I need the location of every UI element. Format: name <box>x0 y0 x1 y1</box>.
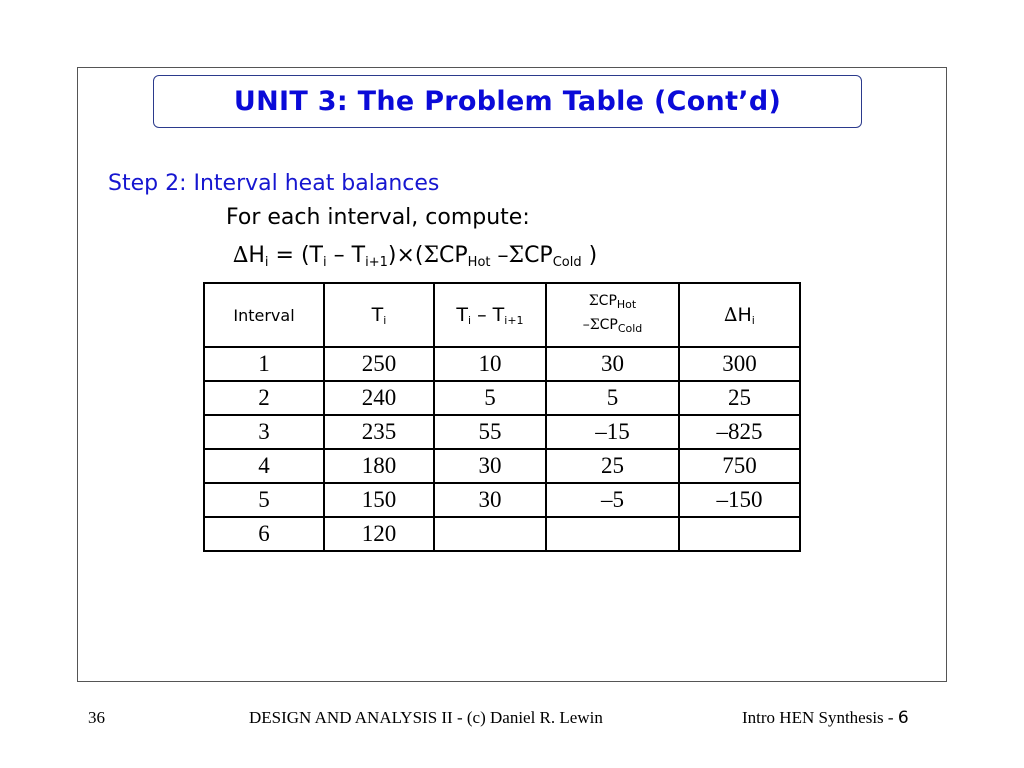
cell-dh: 750 <box>679 449 800 483</box>
cell-interval: 3 <box>204 415 324 449</box>
footer-section: Intro HEN Synthesis - 6 <box>742 708 909 728</box>
cell-diff: 5 <box>434 381 546 415</box>
formula-sub-i-2: i <box>323 255 327 270</box>
cell-cp: 30 <box>546 347 679 381</box>
cell-diff <box>434 517 546 551</box>
header-ti: $T_i$ <box>324 283 434 347</box>
formula-close: ) <box>581 243 598 268</box>
cell-cp <box>546 517 679 551</box>
formula-cp: CP <box>439 243 468 268</box>
table-row <box>204 347 800 381</box>
formula-sub-i: i <box>264 255 269 270</box>
cell-diff: 10 <box>434 347 546 381</box>
formula-h: H <box>248 243 265 268</box>
header-delta-h: $\Delta H_i$ <box>679 283 800 347</box>
cell-cp: –15 <box>546 415 679 449</box>
cell-interval: 1 <box>204 347 324 381</box>
table-row <box>204 449 800 483</box>
step-heading: Step 2: Interval heat balances <box>108 171 440 196</box>
cell-interval: 6 <box>204 517 324 551</box>
problem-table <box>203 282 801 552</box>
table-row <box>204 381 800 415</box>
formula-times: )×( <box>387 243 424 268</box>
cell-dh: 300 <box>679 347 800 381</box>
compute-text: For each interval, compute: <box>226 205 530 230</box>
cell-ti: 250 <box>324 347 434 381</box>
cell-ti: 180 <box>324 449 434 483</box>
cell-ti: 235 <box>324 415 434 449</box>
cell-dh: –150 <box>679 483 800 517</box>
slide-title: UNIT 3: The Problem Table (Cont’d) <box>233 86 782 117</box>
cell-dh: 25 <box>679 381 800 415</box>
delta-symbol: ∆ <box>233 243 249 268</box>
formula-sub-hot: Hot <box>467 255 491 270</box>
cell-cp: 5 <box>546 381 679 415</box>
formula-sub-i1: i+1 <box>365 255 388 270</box>
table-row <box>204 483 800 517</box>
cell-ti: 150 <box>324 483 434 517</box>
header-interval: Interval <box>204 283 324 347</box>
footer-page-number: 36 <box>88 708 105 727</box>
formula-sub-cold: Cold <box>552 255 582 270</box>
header-cp-diff: $\Sigma CP_{Hot}$ $-\Sigma CP_{Cold}$ <box>546 283 679 347</box>
cell-diff: 30 <box>434 449 546 483</box>
cell-cp: 25 <box>546 449 679 483</box>
cell-interval: 4 <box>204 449 324 483</box>
table-header-row <box>204 283 800 347</box>
cell-dh: –825 <box>679 415 800 449</box>
formula-minus: – <box>326 243 352 268</box>
cell-cp: –5 <box>546 483 679 517</box>
sigma-symbol: Σ <box>423 243 440 268</box>
formula <box>233 243 597 270</box>
cell-ti: 120 <box>324 517 434 551</box>
cell-interval: 2 <box>204 381 324 415</box>
formula-cp-2: CP <box>524 243 553 268</box>
footer-course: DESIGN AND ANALYSIS II - (c) Daniel R. Lewin <box>249 708 603 727</box>
title-box <box>153 75 862 128</box>
cell-ti: 240 <box>324 381 434 415</box>
formula-t: T <box>351 243 366 268</box>
cell-dh <box>679 517 800 551</box>
minus-sigma-symbol: –Σ <box>490 243 525 268</box>
table-row <box>204 415 800 449</box>
table-row <box>204 517 800 551</box>
header-temp-diff: $T_i - T_{i+1}$ <box>434 283 546 347</box>
cell-diff: 30 <box>434 483 546 517</box>
formula-eq: = (T <box>268 243 323 268</box>
cell-diff: 55 <box>434 415 546 449</box>
cell-interval: 5 <box>204 483 324 517</box>
